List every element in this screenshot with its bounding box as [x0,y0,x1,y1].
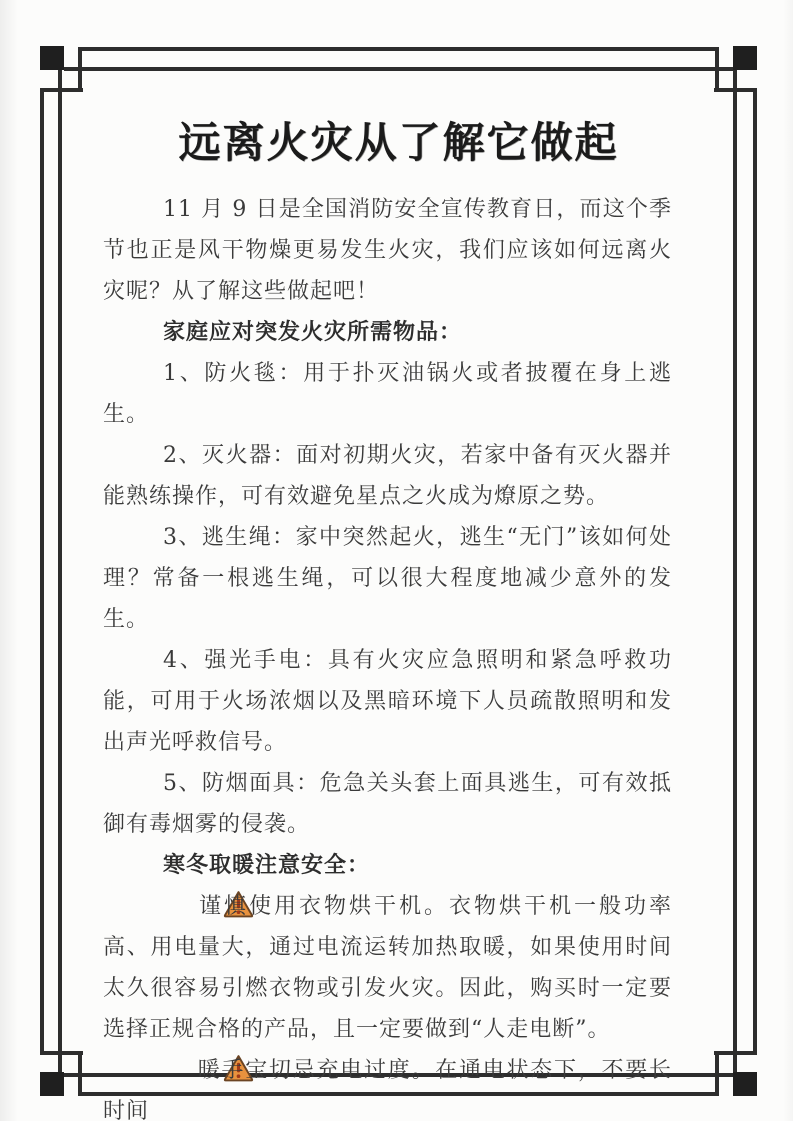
list-item-fire-blanket: 1、防火毯：用于扑灭油锅火或者披覆在身上逃生。 [103,361,672,427]
corner-square-bottom-right [733,1072,757,1096]
border-bottom-outer-hook-left [78,1051,82,1096]
corner-square-top-right [733,46,757,70]
border-left-outer-hook-top [40,88,83,92]
warning-text: 暖手宝切忌充电过度。在通电状态下，不要长时间 [103,1058,672,1124]
border-right-outer-line [753,88,757,1055]
border-left-outer-line [40,88,44,1055]
border-left-inner-line [58,70,62,1073]
warning-triangle-icon [163,1054,194,1082]
list-item-extinguisher: 2、灭火器：面对初期火灾，若家中备有灭火器并能熟练操作，可有效避免星点之火成为燎原之势。 [103,443,672,509]
border-top-inner-line [64,67,733,71]
intro-paragraph: 11 月 9 日是全国消防安全宣传教育日，而这个季节也正是风干物燥更易发生火灾，我们应该如何远离火灾呢？从了解这些做起吧！ [103,197,672,304]
corner-square-bottom-left [40,1072,64,1096]
border-right-outer-hook-top [714,88,757,92]
document-body [103,114,672,1132]
list-item-smoke-mask: 5、防烟面具：危急关头套上面具逃生，可有效抵御有毒烟雾的侵袭。 [103,771,672,837]
border-right-inner-line [733,70,737,1073]
section-heading-supplies: 家庭应对突发火灾所需物品： [163,319,463,345]
border-left-outer-hook-bottom [40,1051,83,1055]
warning-paragraph-hand-warmer [103,1050,672,1132]
warning-paragraph-dryer [103,886,672,1050]
list-item-escape-rope: 3、逃生绳：家中突然起火，逃生“无门”该如何处理？常备一根逃生绳，可以很大程度地减少意外的发生。 [103,525,672,632]
border-top-outer-line [78,47,719,51]
warning-triangle-icon [163,890,194,918]
section-heading-winter-heating: 寒冬取暖注意安全： [163,852,371,878]
border-top-outer-hook-left [78,47,82,92]
border-right-outer-hook-bottom [714,1051,757,1055]
page-title: 远离火灾从了解它做起 [178,118,619,167]
warning-text: 谨慎使用衣物烘干机。衣物烘干机一般功率高、用电量大，通过电流运转加热取暖，如果使用时间太久很容易引燃衣物或引发火灾。因此，购买时一定要选择正规合格的产品，且一定要做到“人走电断”。 [103,894,672,1042]
border-bottom-outer-hook-right [715,1051,719,1096]
list-item-flashlight: 4、强光手电：具有火灾应急照明和紧急呼救功能，可用于火场浓烟以及黑暗环境下人员疏散照明和发出声光呼救信号。 [103,648,672,755]
border-top-outer-hook-right [715,47,719,92]
corner-square-top-left [40,46,64,70]
